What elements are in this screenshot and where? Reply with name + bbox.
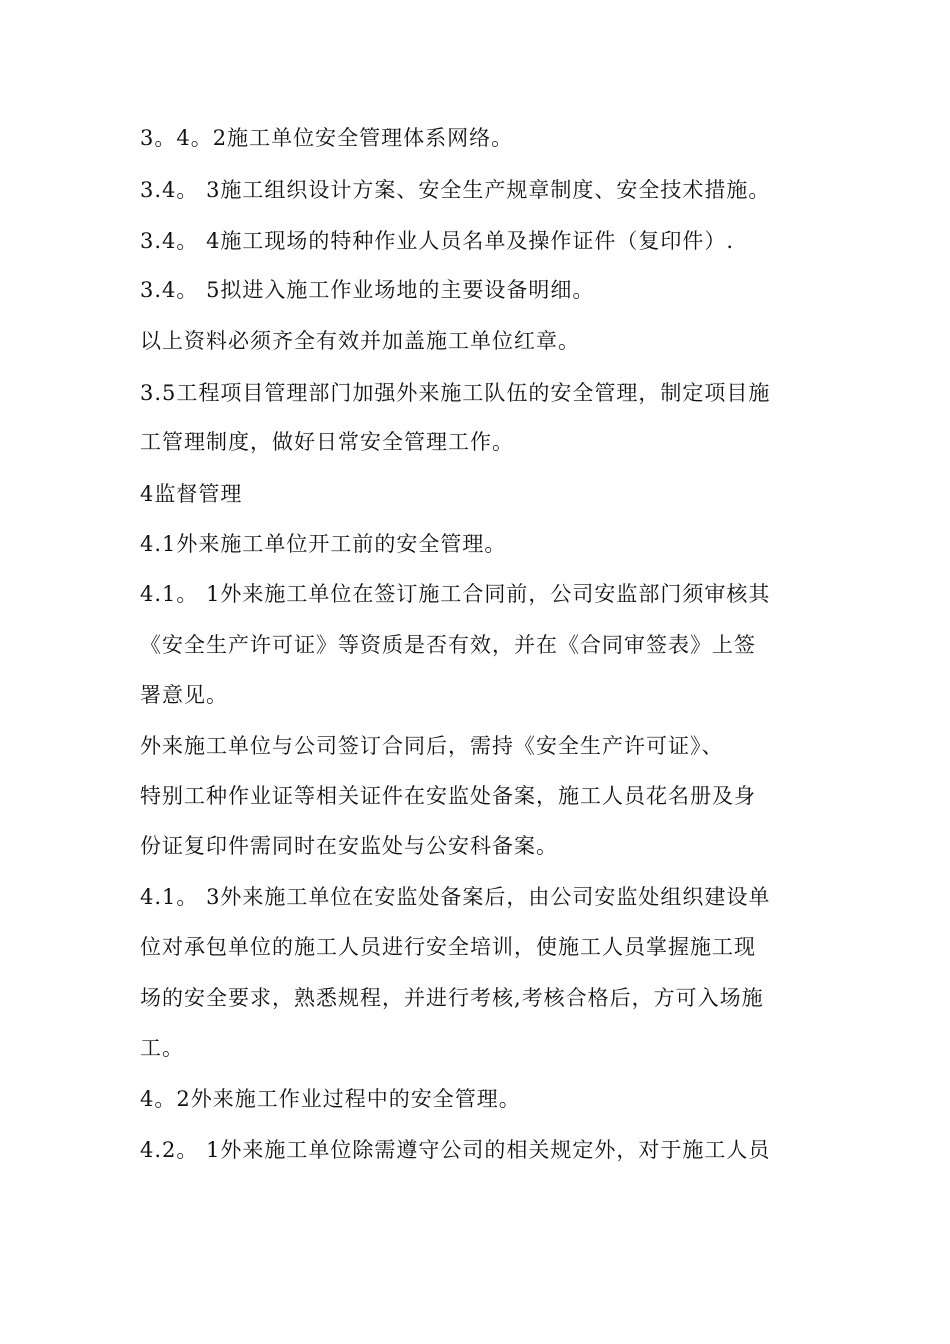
text-line: 4.1。 3外来施工单位在安监处备案后，由公司安监处组织建设单 (140, 885, 771, 909)
text-line: 外来施工单位与公司签订合同后，需持《安全生产许可证》、 (140, 734, 724, 758)
section-heading: 4监督管理 (140, 482, 243, 506)
text-line: 4.2。 1外来施工单位除需遵守公司的相关规定外，对于施工人员 (140, 1138, 771, 1162)
text-line: 位对承包单位的施工人员进行安全培训，使施工人员掌握施工现 (140, 935, 756, 959)
text-line: 《安全生产许可证》等资质是否有效，并在《合同审签表》上签 (140, 633, 756, 657)
text-line: 4.1外来施工单位开工前的安全管理。 (140, 532, 507, 556)
text-line: 3.4。 3施工组织设计方案、安全生产规章制度、安全技术措施。 (140, 178, 771, 202)
text-line: 份证复印件需同时在安监处与公安科备案。 (140, 834, 558, 858)
text-line: 特别工种作业证等相关证件在安监处备案，施工人员花名册及身 (140, 784, 756, 808)
text-line: 4.1。 1外来施工单位在签订施工合同前，公司安监部门须审核其 (140, 582, 771, 606)
text-line: 场的安全要求，熟悉规程，并进行考核,考核合格后，方可入场施 (140, 986, 764, 1010)
text-line: 3.4。 5拟进入施工作业场地的主要设备明细。 (140, 278, 595, 302)
text-line: 以上资料必须齐全有效并加盖施工单位红章。 (140, 329, 580, 353)
text-line: 工管理制度，做好日常安全管理工作。 (140, 430, 514, 454)
text-line: 4。2外来施工作业过程中的安全管理。 (140, 1087, 521, 1111)
text-line: 3。4。2施工单位安全管理体系网络。 (140, 126, 514, 150)
text-line: 工。 (140, 1036, 184, 1060)
text-line: 3.4。 4施工现场的特种作业人员名单及操作证件（复印件）. (140, 229, 735, 253)
text-line: 3.5工程项目管理部门加强外来施工队伍的安全管理，制定项目施 (140, 381, 771, 405)
text-line: 署意见。 (140, 683, 228, 707)
